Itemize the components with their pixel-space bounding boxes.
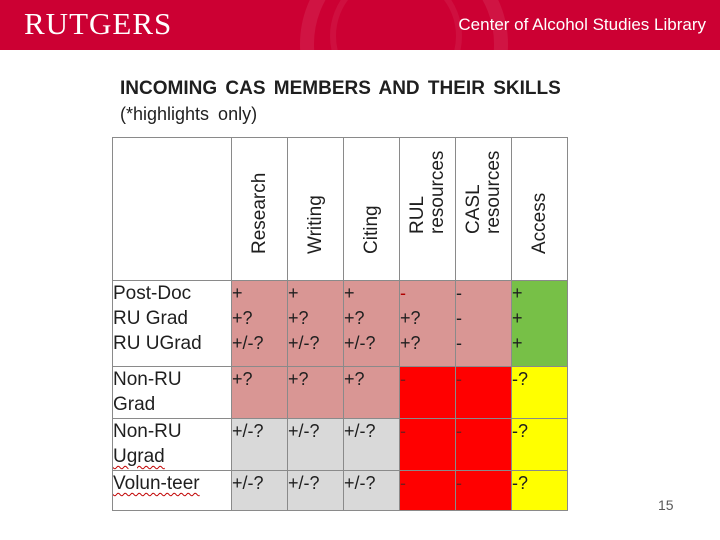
col-header-casl-resources <box>456 138 512 281</box>
cell-nrg-citing: +? <box>344 367 400 419</box>
cell-vol-citing: +/-? <box>344 471 400 511</box>
cell-ru-access: + + + <box>512 281 568 367</box>
cell-ru-writing: + +? +/-? <box>288 281 344 367</box>
header-bar <box>0 0 720 50</box>
cell-vol-research: +/-? <box>232 471 288 511</box>
row-label-non-ru-grad: Non-RU Grad <box>113 367 232 419</box>
col-header-writing <box>288 138 344 281</box>
col-header-citing <box>344 138 400 281</box>
row-label-ru: Post-Doc RU Grad RU UGrad <box>113 281 232 367</box>
col-label-citing: Citing <box>360 205 382 254</box>
row-label-non-ru-ugrad: Non-RU Ugrad <box>113 419 232 471</box>
col-header-access <box>512 138 568 281</box>
col-header-rul-resources <box>400 138 456 281</box>
table-row-ru <box>113 281 568 367</box>
cell-nrg-access: -? <box>512 367 568 419</box>
cell-vol-rul: - <box>400 471 456 511</box>
cell-vol-writing: +/-? <box>288 471 344 511</box>
skills-table <box>112 137 568 511</box>
cell-nru-research: +/-? <box>232 419 288 471</box>
cell-nru-writing: +/-? <box>288 419 344 471</box>
cell-ru-citing: + +? +/-? <box>344 281 400 367</box>
seal-watermark-inner <box>330 0 462 50</box>
table-row-volunteer <box>113 471 568 511</box>
cell-vol-casl: - <box>456 471 512 511</box>
col-label-access: Access <box>528 192 550 254</box>
cell-nru-rul: - <box>400 419 456 471</box>
slide-title: INCOMING CAS MEMBERS AND THEIR SKILLS <box>120 78 561 99</box>
corner-cell <box>113 138 232 281</box>
col-header-research <box>232 138 288 281</box>
rutgers-logo: RUTGERS <box>24 6 173 41</box>
slide-subtitle: (*highlights only) <box>120 104 258 124</box>
col-label-research: Research <box>248 172 270 254</box>
cell-nrg-writing: +? <box>288 367 344 419</box>
cell-nru-casl: - <box>456 419 512 471</box>
library-title: Center of Alcohol Studies Library <box>458 15 706 34</box>
col-label-writing: Writing <box>304 195 326 254</box>
header-row <box>113 138 568 281</box>
cell-nrg-casl: - <box>456 367 512 419</box>
cell-ru-research: + +? +/-? <box>232 281 288 367</box>
cell-nrg-rul: - <box>400 367 456 419</box>
table-row-non-ru-ugrad <box>113 419 568 471</box>
page-number: 15 <box>658 497 674 513</box>
table-row-non-ru-grad <box>113 367 568 419</box>
col-label-casl-resources: CASL resources <box>462 150 504 234</box>
cell-ru-casl: - - - <box>456 281 512 367</box>
row-label-volunteer: Volun-teer <box>113 471 232 511</box>
col-label-rul-resources: RUL resources <box>406 150 448 234</box>
cell-nrg-research: +? <box>232 367 288 419</box>
cell-vol-access: -? <box>512 471 568 511</box>
cell-ru-rul: - +? +? <box>400 281 456 367</box>
cell-nru-citing: +/-? <box>344 419 400 471</box>
cell-nru-access: -? <box>512 419 568 471</box>
